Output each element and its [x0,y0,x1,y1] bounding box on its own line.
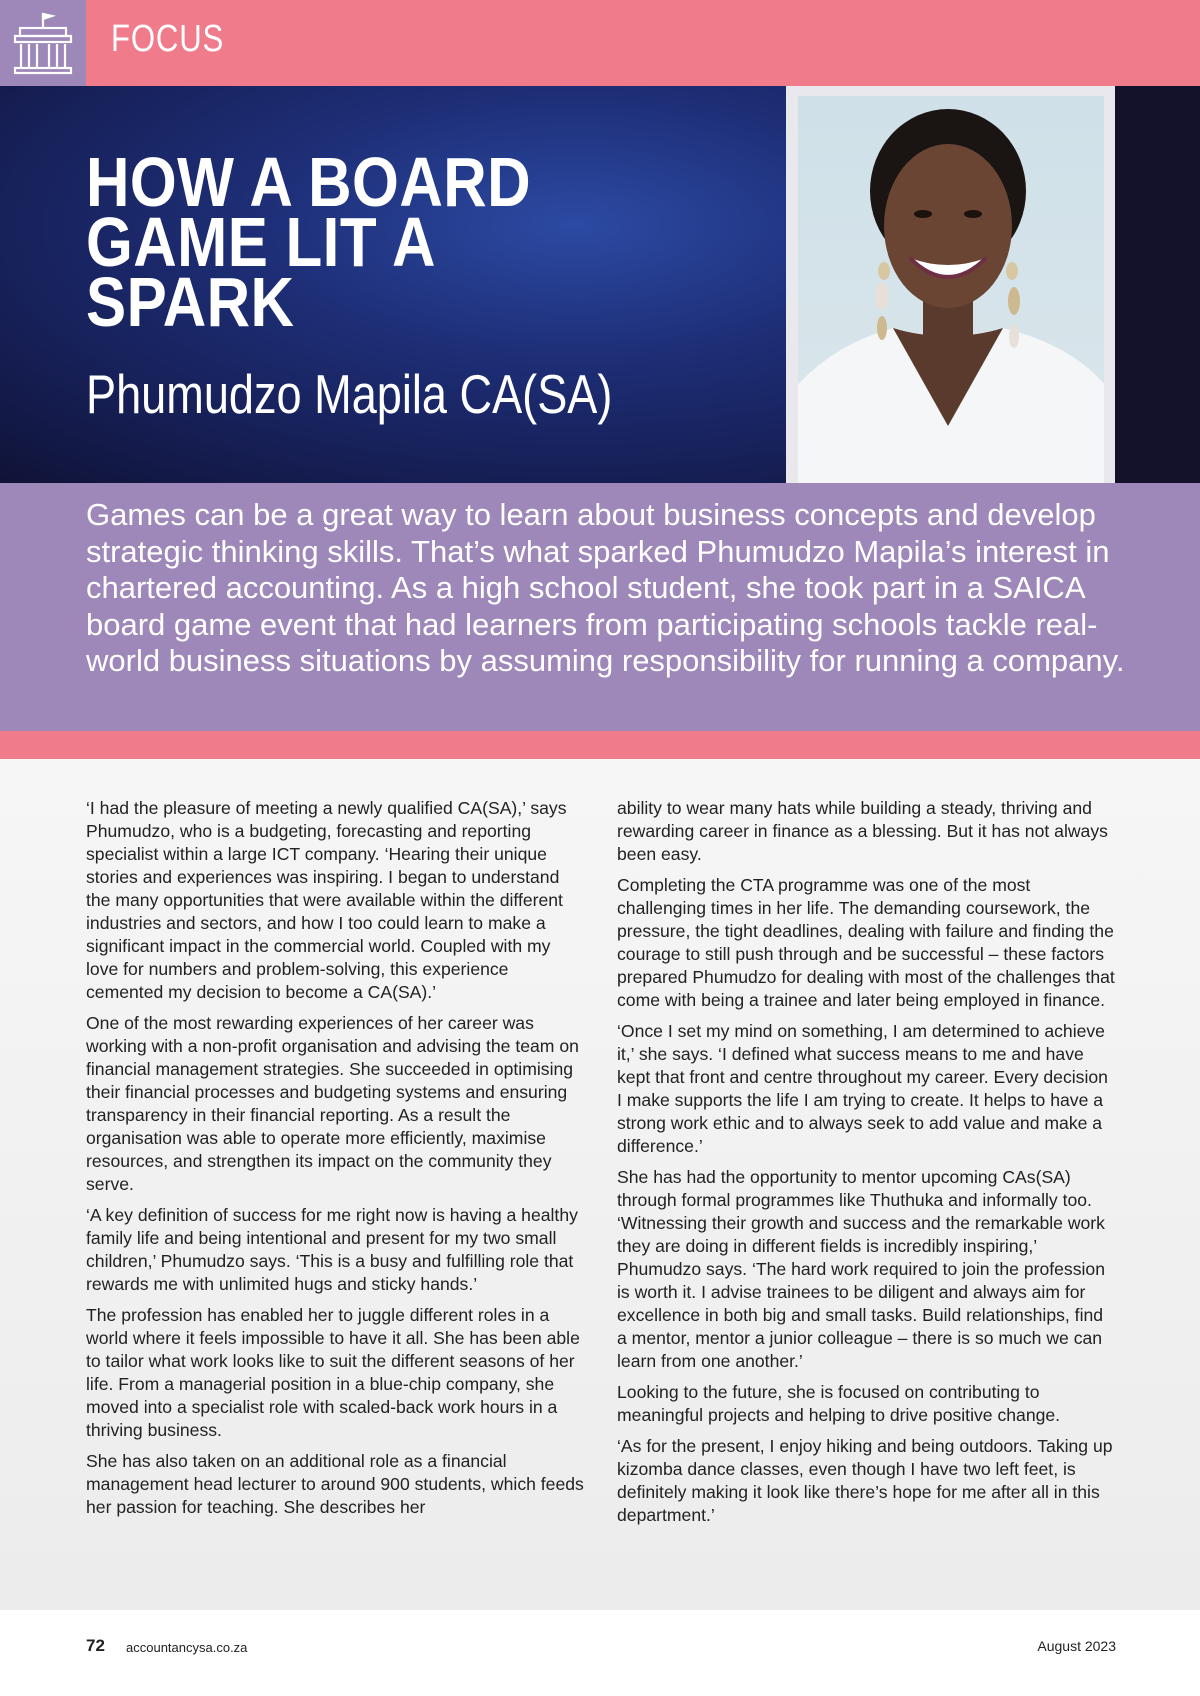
article-column-left [86,797,586,1527]
headline-line: SPARK [86,263,295,341]
article-paragraph: ‘A key definition of success for me right now is having a healthy family life and being intentional and present for my two small children,’ Phumudzo says. ‘This is a busy and fulfilling role that rewards me with unlimited hugs and sticky hands.’ [86,1205,578,1294]
site-url: accountancysa.co.za [126,1640,248,1655]
byline: Phumudzo Mapila CA(SA) [86,363,613,425]
section-icon-box [0,0,86,86]
article-paragraph: ‘Once I set my mind on something, I am determined to achieve it,’ she says. ‘I defined what success means to me and have kept that front and centre throughout my career. Every decision I make supports the life I am trying to create. It helps to have a strong work ethic and to always seek to add value and make a difference.’ [617,1021,1108,1156]
lead-paragraph: Games can be a great way to learn about business concepts and develop strategic thinking skills. That’s what sparked Phumudzo Mapila’s interest in chartered accounting. As a high school student, she took part in a SAICA board game event that had learners from participating schools tackle real-world business situations by assuming responsibility for running a company. [86,497,1125,678]
headline-line: HOW A BOARD [86,143,532,221]
article-paragraph: ‘As for the present, I enjoy hiking and being outdoors. Taking up kizomba dance classes, even though I have two left feet, is definitely making it look like there’s hope for me after all in this department.’ [617,1436,1113,1525]
section-label: FOCUS [111,18,225,60]
divider-strip [0,731,1200,759]
headline [86,143,532,341]
article-paragraph: ability to wear many hats while building a steady, thriving and rewarding career in finance as a blessing. But it has not always been easy. [617,798,1108,864]
building-icon [12,10,74,76]
article-paragraph: ‘I had the pleasure of meeting a newly qualified CA(SA),’ says Phumudzo, who is a budgeting, forecasting and reporting specialist within a large ICT company. ‘Hearing their unique stories and experiences was inspiring. I began to understand the many opportunities that were available within the different industries and sectors, and how I too could learn to make a significant impact in the commercial world. Coupled with my love for numbers and problem-solving, this experience cemented my decision to become a CA(SA).’ [86,798,567,1002]
page-number: 72 [86,1636,105,1655]
issue-date: August 2023 [1037,1638,1116,1654]
article-paragraph: One of the most rewarding experiences of her career was working with a non-profit organisation and advising the team on financial management strategies. She succeeded in optimising their financial processes and budgeting systems and ensuring transparency in their financial reporting. As a result the organisation was able to operate more efficiently, maximise resources, and strengthen its impact on the community they serve. [86,1013,579,1194]
article-paragraph: The profession has enabled her to juggle different roles in a world where it feels impossible to have it all. She has been able to tailor what work looks like to suit the different seasons of her life. From a managerial position in a blue-chip company, she moved into a specialist role with scaled-back work hours in a thriving business. [86,1305,580,1440]
article-column-right [617,797,1117,1535]
headline-line: GAME LIT A [86,203,436,281]
article-paragraph: She has had the opportunity to mentor upcoming CAs(SA) through formal programmes like Thuthuka and informally too. ‘Witnessing their growth and success and the remarkable work they are doing in different fields is incredibly inspiring,’ Phumudzo says. ‘The hard work required to join the profession is worth it. I advise trainees to be diligent and always aim for excellence in both big and small tasks. Build relationships, find a mentor, mentor a junior colleague – there is so much we can learn from one another.’ [617,1167,1105,1371]
article-paragraph: She has also taken on an additional role as a financial management head lecturer to around 900 students, which feeds her passion for teaching. She describes her [86,1451,584,1517]
article-paragraph: Completing the CTA programme was one of the most challenging times in her life. The demanding coursework, the pressure, the tight deadlines, dealing with failure and finding the courage to still push through and be successful – these factors prepared Phumudzo for dealing with most of the challenges that come with being a trainee and later being employed in finance. [617,875,1115,1010]
hero-edge [1115,86,1200,483]
article-paragraph: Looking to the future, she is focused on contributing to meaningful projects and helping to drive positive change. [617,1382,1061,1425]
portrait-photo [798,96,1104,483]
